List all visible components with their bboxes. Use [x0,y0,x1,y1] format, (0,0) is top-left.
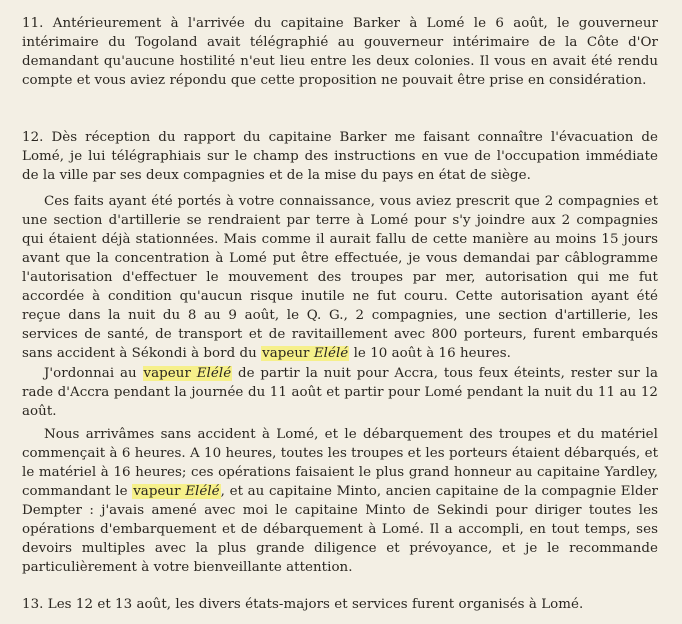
highlight-word-vapeur: vapeur [262,346,310,361]
paragraph-12c-text-before: J'ordonnai au [44,366,143,381]
highlight-word-ship: Elélé [185,484,220,499]
highlight-ship-name-2 [143,366,233,381]
paragraph-12-text: 12. Dès réception du rapport du capitaine Barker me faisant connaître l'évacuation de Lomé, je lui télégraphiais sur le champ des instructions en vue de l'occupation immédiate de la ville par ses deux compagnies et de la mise du pays en état de siège. [22,130,658,183]
paragraph-12b-text-before: Ces faits ayant été portés à votre connaissance, vous aviez prescrit que 2 compagnies et une section d'artillerie se rendraient par terre à Lomé pour s'y joindre aux 2 compagnies qui étaient déjà stationnées. Mais comme il aurait fallu de cette manière au moins 15 jours avant que la concentration à Lomé put être effectuée, je vous demandai par câblogramme l'autorisation d'effectuer le mouvement des troupes par mer, autorisation qui me fut accordée à condition qu'aucun risque inutile ne fut couru. Cette autorisation ayant été reçue dans la nuit du 8 au 9 août, le Q. G., 2 compagnies, une section d'artillerie, les services de santé, de transport et de ravitaillement avec 800 porteurs, furent embarqués sans accident à Sékondi à bord du [22,194,658,361]
highlight-ship-name-1 [261,346,349,361]
paragraph-11-text: 11. Antérieurement à l'arrivée du capitaine Barker à Lomé le 6 août, le gouverneur intérimaire du Togoland avait télégraphié au gouverneur intérimaire de la Côte d'Or demandant qu'aucune hostilité n'eut lieu entre les deux colonies. Il vous en avait été rendu compte et vous aviez répondu que cette proposition ne pouvait être prise en considération. [22,16,658,88]
paragraph-12c-text-after: de partir la nuit pour Accra, tous feux éteints, rester sur la rade d'Accra pendant la journée du 11 août et partir pour Lomé pendant la nuit du 11 au 12 août. [22,366,659,419]
paragraph-12-continued [22,192,658,363]
paragraph-12-order [22,364,658,421]
paragraph-12-arrival [22,425,658,577]
paragraph-12d-text-after: , et au capitaine Minto, ancien capitaine de la compagnie Elder Dempter : j'avais amené avec moi le capitaine Minto de Sekindi pour diriger toutes les opérations d'embarquement et de débarquement à Lomé. Il a accompli, en tout temps, ses devoirs multiples avec la plus grande diligence et prévoyance, et je le recommande particulièrement à votre bienveillante attention. [22,484,658,575]
paragraph-11 [22,14,658,90]
highlight-word-ship: Elélé [313,346,349,361]
highlight-word-vapeur: vapeur [133,484,181,499]
highlight-word-vapeur: vapeur [143,366,191,381]
paragraph-12d-text-before: Nous arrivâmes sans accident à Lomé, et le débarquement des troupes et du matériel commençait à 6 heures. A 10 heures, toutes les troupes et les porteurs étaient débarqués, et le matériel à 16 heures; ces opérations faisaient le plus grand honneur au capitaine Yardley, commandant le [22,427,658,499]
highlight-ship-name-3 [132,484,220,499]
highlight-word-ship: Elélé [196,366,232,381]
paragraph-12b-text-after: le 10 août à 16 heures. [349,346,511,361]
paragraph-13-text: 13. Les 12 et 13 août, les divers états-majors et services furent organisés à Lomé. [22,597,584,612]
paragraph-12 [22,128,658,185]
paragraph-13 [22,595,658,614]
